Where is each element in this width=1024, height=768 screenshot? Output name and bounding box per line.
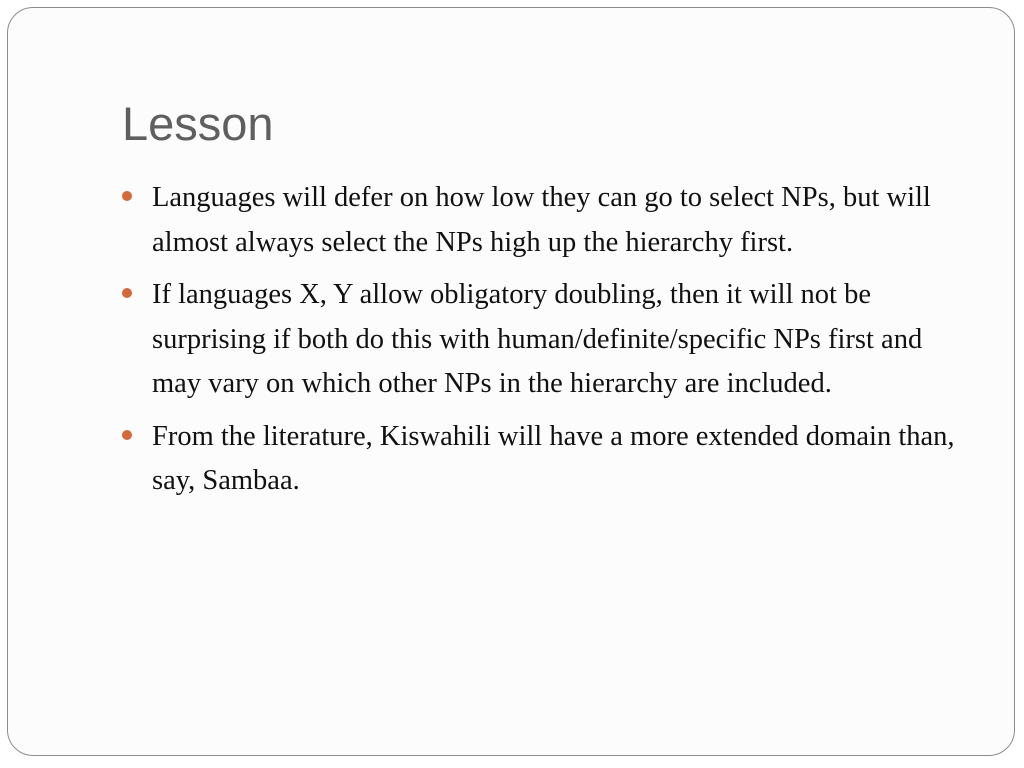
bullet-list — [122, 176, 962, 512]
bullet-item — [122, 415, 962, 504]
bullet-item — [122, 273, 962, 407]
bullet-text: From the literature, Kiswahili will have a more extended domain than, say, Sambaa. — [152, 420, 955, 496]
bullet-dot-icon — [122, 288, 132, 298]
bullet-text: If languages X, Y allow obligatory doubling, then it will not be surprising if both do this with human/definite/specific NPs first and may vary on which other NPs in the hierarchy are included. — [152, 279, 923, 399]
slide-title: Lesson — [122, 97, 274, 150]
bullet-dot-icon — [122, 430, 132, 440]
bullet-dot-icon — [122, 191, 132, 201]
slide-frame — [7, 7, 1015, 756]
bullet-text: Languages will defer on how low they can go to select NPs, but will almost always select the NPs high up the hierarchy first. — [152, 182, 931, 258]
bullet-item — [122, 176, 962, 265]
